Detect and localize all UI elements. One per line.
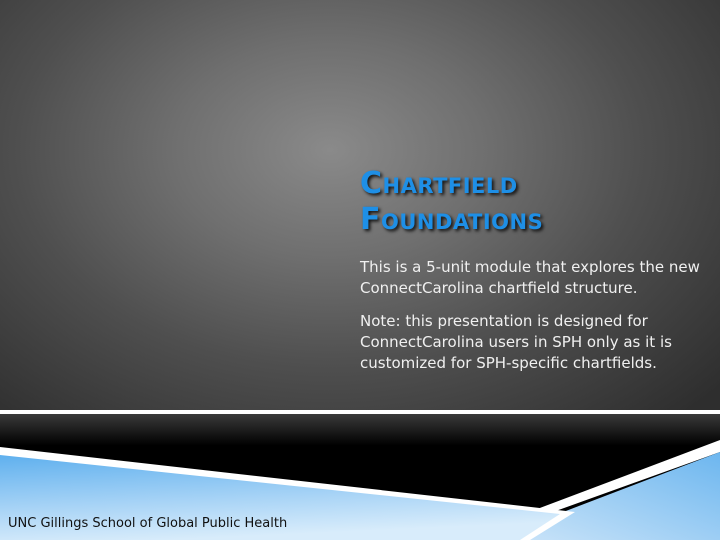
separator-line: [0, 410, 720, 414]
audience-note: Note: this presentation is designed for ConnectCarolina users in SPH only as it is customized for SPH-specific chartfields.: [360, 312, 672, 372]
title-line-1: Chartfield: [360, 166, 518, 201]
footer-institution: UNC Gillings School of Global Public Health: [8, 516, 288, 531]
module-description: This is a 5-unit module that explores the new ConnectCarolina chartfield structure.: [360, 258, 700, 297]
title-line-2: Foundations: [360, 202, 544, 237]
